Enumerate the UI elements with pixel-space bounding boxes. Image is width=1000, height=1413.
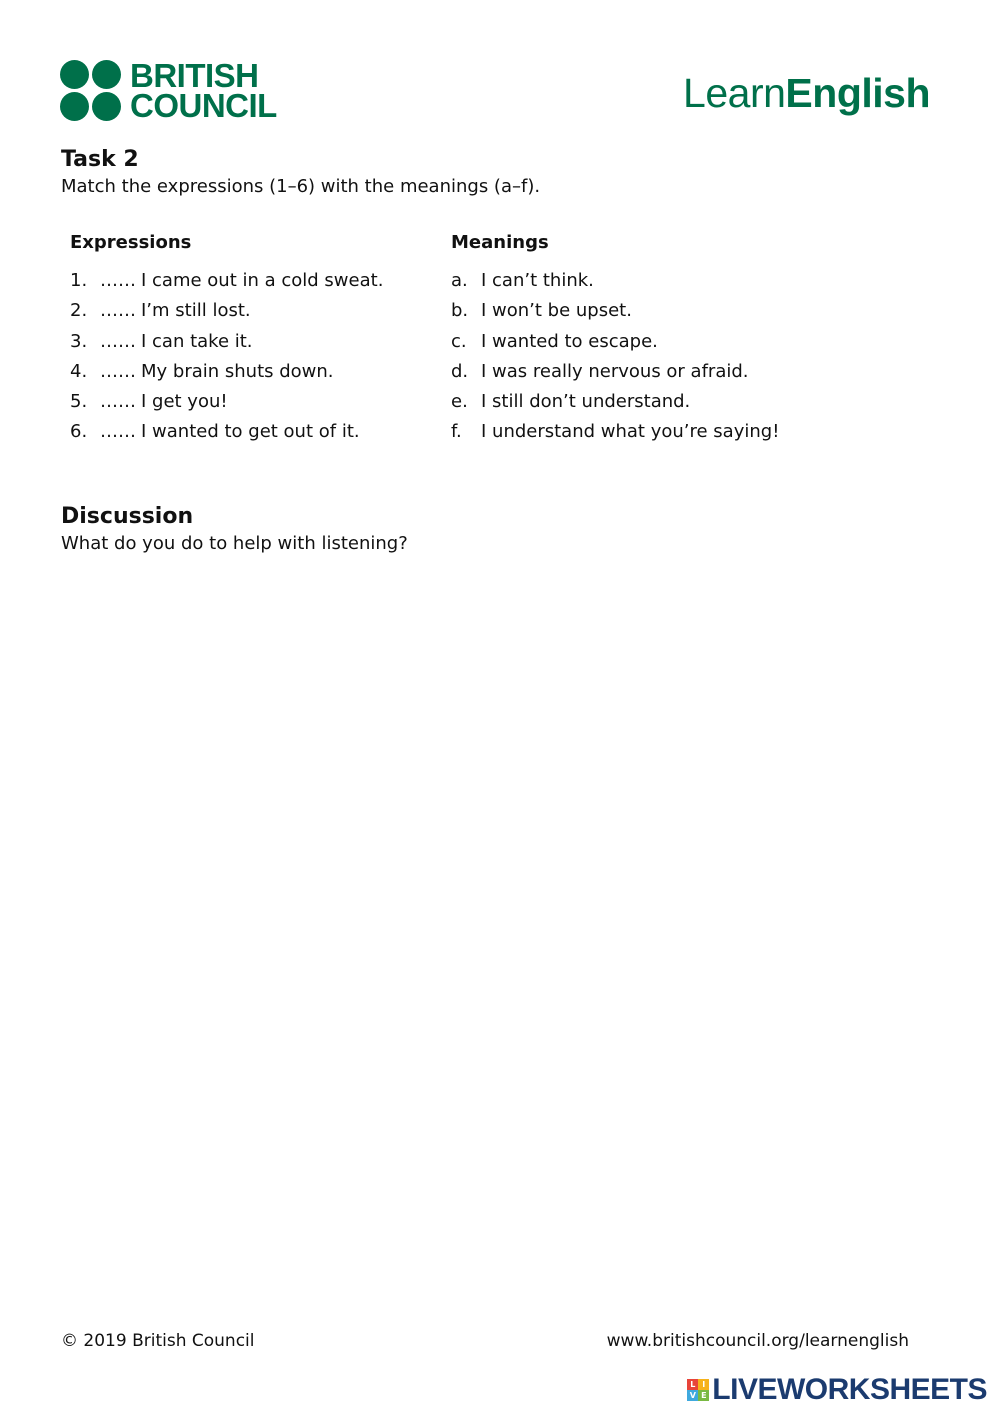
meanings-column — [451, 232, 871, 448]
british-council-dots-icon — [60, 60, 122, 122]
liveworksheets-logo[interactable] — [687, 1373, 987, 1407]
meaning-item: d. I was really nervous or afraid. — [451, 360, 749, 382]
task-title: Task 2 — [61, 147, 139, 172]
footer-url[interactable]: www.britishcouncil.org/learnenglish — [606, 1331, 909, 1351]
expression-item: 4. …… My brain shuts down. — [70, 357, 440, 387]
british-council-wordmark: BRITISH COUNCIL — [130, 57, 277, 124]
meaning-item: b. I won’t be upset. — [451, 300, 632, 322]
discussion-question: What do you do to help with listening? — [61, 533, 408, 554]
expression-item: 6. …… I wanted to get out of it. — [70, 417, 440, 447]
meanings-heading: Meanings — [451, 232, 549, 253]
task-instruction: Match the expressions (1–6) with the meanings (a–f). — [61, 176, 541, 197]
meaning-item: f. I understand what you’re saying! — [451, 421, 780, 443]
discussion-title: Discussion — [61, 504, 194, 529]
expression-item: 1. …… I came out in a cold sweat. — [70, 266, 440, 296]
learnenglish-logo: LearnEnglish — [683, 70, 930, 116]
british-council-logo — [60, 57, 277, 124]
liveworksheets-icon: L I V E — [687, 1379, 709, 1401]
expressions-list — [70, 266, 440, 448]
answer-blank[interactable]: …… — [100, 270, 136, 291]
expression-item: 3. …… I can take it. — [70, 327, 440, 357]
meaning-item: a. I can’t think. — [451, 270, 594, 291]
copyright-text: © 2019 British Council — [61, 1331, 255, 1351]
expressions-column — [70, 232, 440, 448]
meaning-item: e. I still don’t understand. — [451, 391, 691, 413]
answer-blank[interactable]: …… — [100, 300, 136, 322]
meanings-list — [451, 266, 871, 448]
meaning-item: c. I wanted to escape. — [451, 330, 658, 352]
expression-item: 5. …… I get you! — [70, 387, 440, 417]
liveworksheets-label: LIVEWORKSHEETS — [712, 1373, 987, 1406]
answer-blank[interactable]: …… — [100, 330, 136, 352]
expression-item: 2. …… I’m still lost. — [70, 296, 440, 326]
answer-blank[interactable]: …… — [100, 421, 136, 443]
answer-blank[interactable]: …… — [100, 360, 136, 382]
answer-blank[interactable]: …… — [100, 391, 136, 413]
expressions-heading: Expressions — [70, 232, 192, 253]
